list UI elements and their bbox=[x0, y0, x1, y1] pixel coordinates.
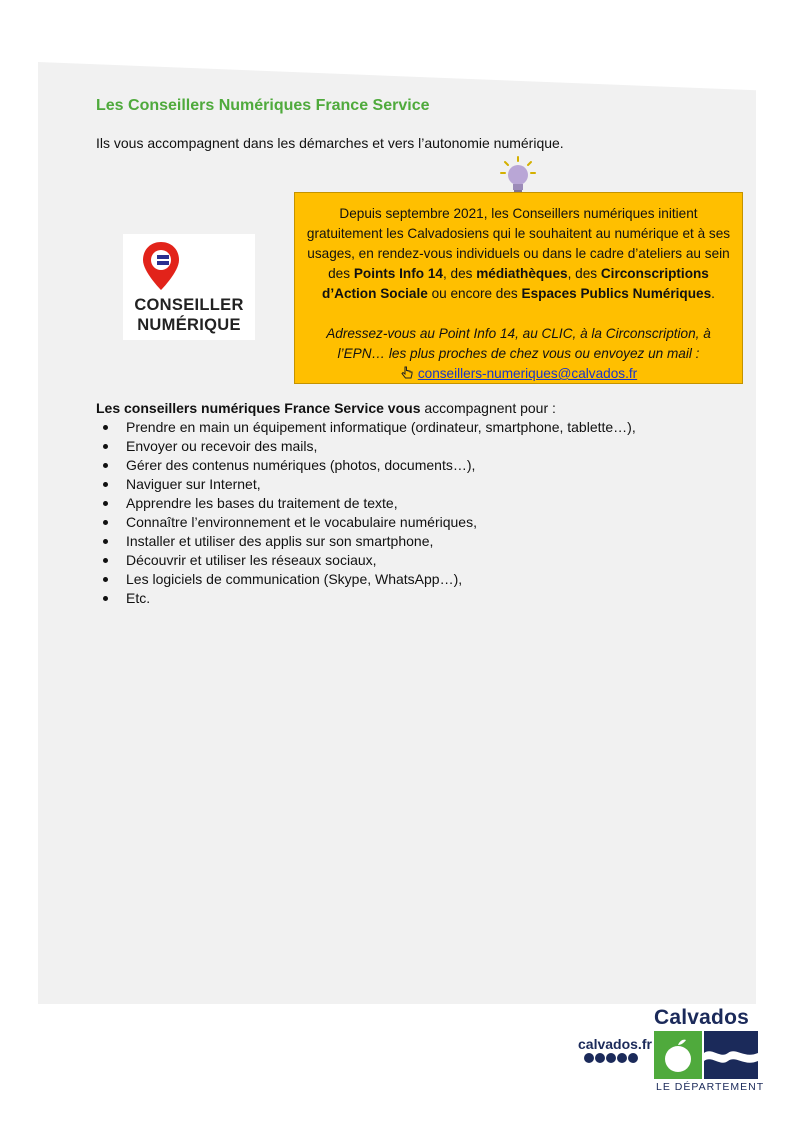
list-lead-bold: Les conseillers numériques France Service vous bbox=[96, 400, 421, 416]
info-box bbox=[294, 192, 743, 384]
website-link[interactable]: calvados.fr bbox=[578, 1036, 652, 1052]
calvados-apple-wave-logo bbox=[654, 1031, 758, 1079]
logo-line-2: NUMÉRIQUE bbox=[137, 316, 241, 334]
email-link[interactable]: conseillers-numeriques@calvados.fr bbox=[417, 366, 638, 381]
list-item: Envoyer ou recevoir des mails, bbox=[96, 437, 636, 456]
logo-line-1: CONSEILLER bbox=[134, 296, 244, 314]
circonscriptions-label: Circonscriptions d’Action Sociale bbox=[322, 266, 709, 301]
services-list bbox=[96, 418, 636, 608]
calvados-subtitle: LE DÉPARTEMENT bbox=[656, 1081, 765, 1093]
email-line bbox=[301, 364, 736, 384]
info-text: . bbox=[711, 286, 715, 301]
list-item: Prendre en main un équipement informatique (ordinateur, smartphone, tablette…), bbox=[96, 418, 636, 437]
list-item: Découvrir et utiliser les réseaux sociaux, bbox=[96, 551, 636, 570]
page-title: Les Conseillers Numériques France Service bbox=[96, 97, 430, 114]
info-italic-text: Adressez-vous au Point Info 14, au CLIC, à la Circonscription, à l’EPN… les plus proches de chez vous ou envoyez un mail : bbox=[326, 326, 711, 361]
instagram-icon[interactable] bbox=[606, 1053, 616, 1063]
twitter-icon[interactable] bbox=[595, 1053, 605, 1063]
lightbulb-icon bbox=[500, 156, 536, 196]
mediatheques-label: médiathèques bbox=[476, 266, 568, 281]
info-text: Depuis septembre 2021, les Conseillers numériques initient gratuitement les Calvadosiens qui le souhaitent au numérique et à ses usages, en rendez-vous individuels ou dans le cadre d’ateliers au sein des bbox=[306, 206, 731, 281]
list-item: Les logiciels de communication (Skype, WhatsApp…), bbox=[96, 570, 636, 589]
list-item: Installer et utiliser des applis sur son smartphone, bbox=[96, 532, 636, 551]
calvados-brand: Calvados bbox=[654, 1006, 749, 1029]
info-text: , des bbox=[567, 266, 601, 281]
info-text: ou encore des bbox=[427, 286, 522, 301]
espaces-publics-label: Espaces Publics Numériques bbox=[521, 286, 712, 301]
info-paragraph-2 bbox=[301, 324, 736, 364]
list-lead-rest: accompagnent pour : bbox=[420, 400, 556, 416]
list-item: Gérer des contenus numériques (photos, documents…), bbox=[96, 456, 636, 475]
facebook-icon[interactable] bbox=[584, 1053, 594, 1063]
linkedin-icon[interactable] bbox=[617, 1053, 627, 1063]
conseiller-numerique-logo bbox=[123, 234, 255, 340]
intro-text: Ils vous accompagnent dans les démarches et vers l’autonomie numérique. bbox=[96, 135, 564, 151]
social-icons bbox=[584, 1053, 639, 1071]
list-item: Etc. bbox=[96, 589, 636, 608]
list-lead bbox=[96, 400, 556, 416]
points-info-14-label: Points Info 14 bbox=[353, 266, 443, 281]
hand-pointer-icon bbox=[400, 366, 414, 380]
list-item: Apprendre les bases du traitement de texte, bbox=[96, 494, 636, 513]
info-text: , des bbox=[442, 266, 477, 281]
youtube-icon[interactable] bbox=[628, 1053, 638, 1063]
list-item: Connaître l’environnement et le vocabulaire numériques, bbox=[96, 513, 636, 532]
info-paragraph-1 bbox=[301, 204, 736, 304]
list-item: Naviguer sur Internet, bbox=[96, 475, 636, 494]
location-pin-icon bbox=[141, 240, 181, 292]
